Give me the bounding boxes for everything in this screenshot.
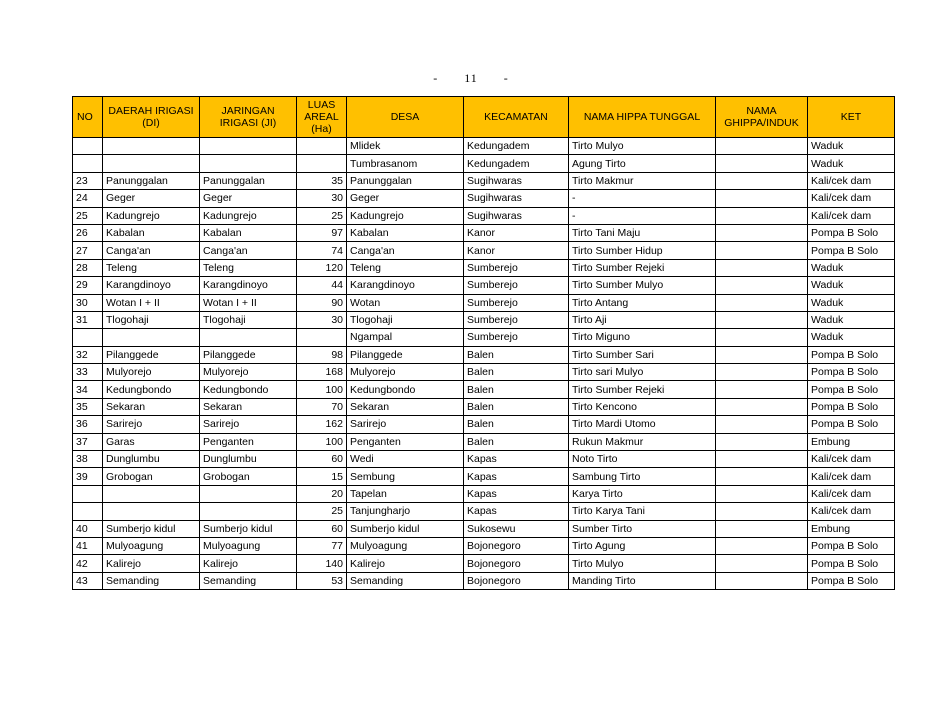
cell-luas-areal: 30 (297, 190, 347, 207)
table-row (73, 381, 895, 398)
cell-luas-areal: 25 (297, 503, 347, 520)
cell-no (73, 329, 103, 346)
cell-ket: Pompa B Solo (808, 364, 895, 381)
cell-no: 28 (73, 259, 103, 276)
cell-no: 41 (73, 537, 103, 554)
cell-ket: Waduk (808, 138, 895, 155)
table-row (73, 468, 895, 485)
table-body (73, 138, 895, 590)
cell-kecamatan: Kanor (464, 242, 569, 259)
cell-ket: Kali/cek dam (808, 207, 895, 224)
cell-ket: Pompa B Solo (808, 398, 895, 415)
cell-desa: Tlogohaji (347, 311, 464, 328)
cell-daerah-irigasi: Kedungbondo (103, 381, 200, 398)
cell-daerah-irigasi: Tlogohaji (103, 311, 200, 328)
cell-jaringan-irigasi: Panunggalan (200, 172, 297, 189)
cell-nama-ghippa-induk (716, 155, 808, 172)
cell-desa: Sembung (347, 468, 464, 485)
cell-luas-areal: 25 (297, 207, 347, 224)
cell-nama-hippa-tunggal: Tirto sari Mulyo (569, 364, 716, 381)
cell-jaringan-irigasi: Kedungbondo (200, 381, 297, 398)
cell-nama-hippa-tunggal: Agung Tirto (569, 155, 716, 172)
cell-desa: Tanjungharjo (347, 503, 464, 520)
cell-nama-hippa-tunggal: Tirto Sumber Hidup (569, 242, 716, 259)
cell-ket: Pompa B Solo (808, 572, 895, 589)
cell-desa: Mulyoagung (347, 537, 464, 554)
cell-daerah-irigasi: Mulyorejo (103, 364, 200, 381)
header-daerah-irigasi: DAERAH IRIGASI (DI) (103, 97, 200, 138)
cell-jaringan-irigasi (200, 155, 297, 172)
cell-daerah-irigasi (103, 155, 200, 172)
cell-daerah-irigasi: Wotan I + II (103, 294, 200, 311)
table-row (73, 172, 895, 189)
cell-no: 35 (73, 398, 103, 415)
cell-nama-ghippa-induk (716, 468, 808, 485)
cell-nama-hippa-tunggal: Karya Tirto (569, 485, 716, 502)
cell-nama-hippa-tunggal: Noto Tirto (569, 451, 716, 468)
cell-no (73, 155, 103, 172)
cell-nama-ghippa-induk (716, 277, 808, 294)
cell-daerah-irigasi: Garas (103, 433, 200, 450)
cell-nama-hippa-tunggal: Tirto Makmur (569, 172, 716, 189)
cell-nama-hippa-tunggal: Tirto Karya Tani (569, 503, 716, 520)
cell-no: 36 (73, 416, 103, 433)
cell-no: 39 (73, 468, 103, 485)
cell-ket: Pompa B Solo (808, 416, 895, 433)
cell-nama-ghippa-induk (716, 207, 808, 224)
cell-kecamatan: Sumberejo (464, 329, 569, 346)
cell-jaringan-irigasi: Canga'an (200, 242, 297, 259)
cell-luas-areal: 35 (297, 172, 347, 189)
header-no: NO (73, 97, 103, 138)
cell-no: 26 (73, 224, 103, 241)
header-nama-ghippa-induk: NAMA GHIPPA/INDUK (716, 97, 808, 138)
cell-ket: Kali/cek dam (808, 451, 895, 468)
table-row (73, 311, 895, 328)
cell-jaringan-irigasi: Penganten (200, 433, 297, 450)
cell-nama-hippa-tunggal: Tirto Sumber Rejeki (569, 381, 716, 398)
table-row (73, 416, 895, 433)
cell-kecamatan: Bojonegoro (464, 537, 569, 554)
cell-kecamatan: Kapas (464, 503, 569, 520)
cell-luas-areal: 77 (297, 537, 347, 554)
cell-desa: Sumberjo kidul (347, 520, 464, 537)
table-row (73, 398, 895, 415)
cell-desa: Semanding (347, 572, 464, 589)
cell-daerah-irigasi: Kabalan (103, 224, 200, 241)
cell-luas-areal (297, 138, 347, 155)
cell-nama-hippa-tunggal: - (569, 207, 716, 224)
cell-jaringan-irigasi: Karangdinoyo (200, 277, 297, 294)
cell-desa: Wedi (347, 451, 464, 468)
cell-ket: Pompa B Solo (808, 537, 895, 554)
cell-nama-hippa-tunggal: Tirto Tani Maju (569, 224, 716, 241)
cell-kecamatan: Sumberejo (464, 277, 569, 294)
cell-jaringan-irigasi: Tlogohaji (200, 311, 297, 328)
table-row (73, 138, 895, 155)
cell-kecamatan: Kedungadem (464, 155, 569, 172)
cell-desa: Canga'an (347, 242, 464, 259)
cell-kecamatan: Sugihwaras (464, 172, 569, 189)
cell-kecamatan: Sumberejo (464, 294, 569, 311)
irrigation-table (72, 96, 895, 590)
cell-daerah-irigasi: Mulyoagung (103, 537, 200, 554)
cell-nama-ghippa-induk (716, 398, 808, 415)
cell-ket: Waduk (808, 259, 895, 276)
cell-luas-areal: 60 (297, 451, 347, 468)
cell-kecamatan: Kanor (464, 224, 569, 241)
cell-nama-hippa-tunggal: Tirto Mulyo (569, 555, 716, 572)
cell-ket: Kali/cek dam (808, 485, 895, 502)
header-desa: DESA (347, 97, 464, 138)
cell-luas-areal: 74 (297, 242, 347, 259)
cell-kecamatan: Sumberejo (464, 259, 569, 276)
cell-no: 32 (73, 346, 103, 363)
cell-nama-ghippa-induk (716, 364, 808, 381)
cell-jaringan-irigasi (200, 138, 297, 155)
cell-kecamatan: Bojonegoro (464, 572, 569, 589)
cell-no: 33 (73, 364, 103, 381)
cell-desa: Mulyorejo (347, 364, 464, 381)
cell-ket: Kali/cek dam (808, 468, 895, 485)
cell-desa: Tumbrasanom (347, 155, 464, 172)
cell-luas-areal: 162 (297, 416, 347, 433)
table-row (73, 451, 895, 468)
table-row (73, 537, 895, 554)
cell-jaringan-irigasi: Wotan I + II (200, 294, 297, 311)
cell-no (73, 138, 103, 155)
cell-nama-ghippa-induk (716, 433, 808, 450)
cell-nama-hippa-tunggal: Tirto Aji (569, 311, 716, 328)
cell-daerah-irigasi: Sarirejo (103, 416, 200, 433)
cell-nama-ghippa-induk (716, 381, 808, 398)
cell-nama-ghippa-induk (716, 485, 808, 502)
cell-daerah-irigasi (103, 138, 200, 155)
cell-daerah-irigasi: Semanding (103, 572, 200, 589)
table-row (73, 259, 895, 276)
cell-jaringan-irigasi: Mulyoagung (200, 537, 297, 554)
cell-nama-ghippa-induk (716, 537, 808, 554)
table-row (73, 190, 895, 207)
cell-desa: Kedungbondo (347, 381, 464, 398)
cell-kecamatan: Balen (464, 416, 569, 433)
cell-jaringan-irigasi: Dunglumbu (200, 451, 297, 468)
cell-desa: Pilanggede (347, 346, 464, 363)
cell-desa: Sekaran (347, 398, 464, 415)
cell-no: 30 (73, 294, 103, 311)
cell-luas-areal: 90 (297, 294, 347, 311)
cell-desa: Kalirejo (347, 555, 464, 572)
cell-desa: Teleng (347, 259, 464, 276)
cell-luas-areal: 100 (297, 381, 347, 398)
cell-jaringan-irigasi: Sumberjo kidul (200, 520, 297, 537)
table-row (73, 277, 895, 294)
cell-luas-areal: 20 (297, 485, 347, 502)
cell-daerah-irigasi (103, 329, 200, 346)
cell-nama-ghippa-induk (716, 224, 808, 241)
cell-jaringan-irigasi: Semanding (200, 572, 297, 589)
cell-jaringan-irigasi: Teleng (200, 259, 297, 276)
header-ket: KET (808, 97, 895, 138)
cell-kecamatan: Kedungadem (464, 138, 569, 155)
cell-nama-hippa-tunggal: - (569, 190, 716, 207)
cell-no: 42 (73, 555, 103, 572)
cell-daerah-irigasi (103, 503, 200, 520)
cell-nama-ghippa-induk (716, 451, 808, 468)
cell-daerah-irigasi: Sekaran (103, 398, 200, 415)
cell-daerah-irigasi: Dunglumbu (103, 451, 200, 468)
cell-daerah-irigasi: Pilanggede (103, 346, 200, 363)
cell-luas-areal: 98 (297, 346, 347, 363)
cell-no: 40 (73, 520, 103, 537)
cell-nama-ghippa-induk (716, 346, 808, 363)
cell-nama-ghippa-induk (716, 311, 808, 328)
cell-ket: Pompa B Solo (808, 381, 895, 398)
cell-desa: Geger (347, 190, 464, 207)
cell-daerah-irigasi: Karangdinoyo (103, 277, 200, 294)
cell-nama-ghippa-induk (716, 572, 808, 589)
cell-jaringan-irigasi: Kalirejo (200, 555, 297, 572)
cell-desa: Panunggalan (347, 172, 464, 189)
cell-luas-areal: 168 (297, 364, 347, 381)
page-number-suffix: - (503, 71, 509, 85)
table-row (73, 346, 895, 363)
header-kecamatan: KECAMATAN (464, 97, 569, 138)
cell-kecamatan: Balen (464, 346, 569, 363)
cell-daerah-irigasi: Teleng (103, 259, 200, 276)
cell-desa: Tapelan (347, 485, 464, 502)
cell-nama-hippa-tunggal: Tirto Sumber Mulyo (569, 277, 716, 294)
cell-nama-hippa-tunggal: Tirto Agung (569, 537, 716, 554)
cell-luas-areal: 100 (297, 433, 347, 450)
cell-ket: Waduk (808, 155, 895, 172)
table-row (73, 207, 895, 224)
cell-kecamatan: Sumberejo (464, 311, 569, 328)
cell-luas-areal: 15 (297, 468, 347, 485)
cell-daerah-irigasi: Canga'an (103, 242, 200, 259)
cell-jaringan-irigasi: Kabalan (200, 224, 297, 241)
cell-desa: Kadungrejo (347, 207, 464, 224)
cell-jaringan-irigasi: Grobogan (200, 468, 297, 485)
cell-nama-ghippa-induk (716, 190, 808, 207)
cell-no: 37 (73, 433, 103, 450)
cell-nama-ghippa-induk (716, 172, 808, 189)
cell-ket: Waduk (808, 277, 895, 294)
cell-nama-ghippa-induk (716, 416, 808, 433)
cell-nama-hippa-tunggal: Tirto Sumber Sari (569, 346, 716, 363)
cell-no: 34 (73, 381, 103, 398)
cell-ket: Kali/cek dam (808, 190, 895, 207)
cell-daerah-irigasi (103, 485, 200, 502)
cell-no: 43 (73, 572, 103, 589)
cell-kecamatan: Kapas (464, 485, 569, 502)
cell-daerah-irigasi: Kadungrejo (103, 207, 200, 224)
cell-nama-ghippa-induk (716, 503, 808, 520)
cell-jaringan-irigasi: Sekaran (200, 398, 297, 415)
table-row (73, 555, 895, 572)
cell-ket: Embung (808, 433, 895, 450)
cell-no (73, 485, 103, 502)
page-number-prefix: - (433, 71, 439, 85)
cell-no: 38 (73, 451, 103, 468)
table-row (73, 503, 895, 520)
cell-kecamatan: Kapas (464, 451, 569, 468)
cell-nama-ghippa-induk (716, 329, 808, 346)
cell-nama-ghippa-induk (716, 259, 808, 276)
cell-kecamatan: Balen (464, 381, 569, 398)
cell-nama-ghippa-induk (716, 520, 808, 537)
cell-desa: Wotan (347, 294, 464, 311)
page-number (0, 71, 942, 86)
cell-daerah-irigasi: Kalirejo (103, 555, 200, 572)
cell-desa: Karangdinoyo (347, 277, 464, 294)
cell-ket: Embung (808, 520, 895, 537)
table-row (73, 294, 895, 311)
cell-nama-hippa-tunggal: Tirto Miguno (569, 329, 716, 346)
header-nama-hippa-tunggal: NAMA HIPPA TUNGGAL (569, 97, 716, 138)
cell-ket: Pompa B Solo (808, 346, 895, 363)
cell-luas-areal: 53 (297, 572, 347, 589)
table-header-row (73, 97, 895, 138)
table-row (73, 224, 895, 241)
cell-nama-hippa-tunggal: Tirto Antang (569, 294, 716, 311)
cell-ket: Pompa B Solo (808, 224, 895, 241)
cell-luas-areal: 70 (297, 398, 347, 415)
cell-luas-areal: 30 (297, 311, 347, 328)
cell-luas-areal: 60 (297, 520, 347, 537)
cell-jaringan-irigasi: Sarirejo (200, 416, 297, 433)
cell-nama-hippa-tunggal: Tirto Sumber Rejeki (569, 259, 716, 276)
cell-nama-hippa-tunggal: Tirto Kencono (569, 398, 716, 415)
cell-no (73, 503, 103, 520)
cell-jaringan-irigasi: Mulyorejo (200, 364, 297, 381)
table-row (73, 364, 895, 381)
cell-kecamatan: Balen (464, 398, 569, 415)
cell-luas-areal (297, 329, 347, 346)
cell-jaringan-irigasi: Geger (200, 190, 297, 207)
page-number-value: 11 (464, 71, 478, 85)
cell-kecamatan: Balen (464, 433, 569, 450)
cell-nama-hippa-tunggal: Tirto Mulyo (569, 138, 716, 155)
cell-kecamatan: Bojonegoro (464, 555, 569, 572)
cell-no: 24 (73, 190, 103, 207)
cell-ket: Pompa B Solo (808, 555, 895, 572)
table-row (73, 433, 895, 450)
cell-nama-hippa-tunggal: Sambung Tirto (569, 468, 716, 485)
cell-nama-hippa-tunggal: Sumber Tirto (569, 520, 716, 537)
header-jaringan-irigasi: JARINGAN IRIGASI (JI) (200, 97, 297, 138)
table-row (73, 485, 895, 502)
cell-no: 25 (73, 207, 103, 224)
cell-kecamatan: Sukosewu (464, 520, 569, 537)
cell-nama-hippa-tunggal: Tirto Mardi Utomo (569, 416, 716, 433)
table-row (73, 155, 895, 172)
table-row (73, 329, 895, 346)
cell-desa: Mlidek (347, 138, 464, 155)
cell-desa: Penganten (347, 433, 464, 450)
cell-kecamatan: Kapas (464, 468, 569, 485)
cell-kecamatan: Sugihwaras (464, 190, 569, 207)
cell-nama-ghippa-induk (716, 138, 808, 155)
cell-no: 31 (73, 311, 103, 328)
cell-desa: Kabalan (347, 224, 464, 241)
cell-luas-areal: 44 (297, 277, 347, 294)
cell-ket: Waduk (808, 311, 895, 328)
cell-nama-ghippa-induk (716, 242, 808, 259)
cell-jaringan-irigasi: Kadungrejo (200, 207, 297, 224)
cell-no: 23 (73, 172, 103, 189)
cell-ket: Waduk (808, 294, 895, 311)
cell-nama-hippa-tunggal: Rukun Makmur (569, 433, 716, 450)
cell-ket: Kali/cek dam (808, 503, 895, 520)
cell-nama-ghippa-induk (716, 555, 808, 572)
cell-kecamatan: Balen (464, 364, 569, 381)
cell-luas-areal: 120 (297, 259, 347, 276)
cell-desa: Ngampal (347, 329, 464, 346)
header-luas-areal: LUAS AREAL (Ha) (297, 97, 347, 138)
cell-daerah-irigasi: Geger (103, 190, 200, 207)
cell-daerah-irigasi: Sumberjo kidul (103, 520, 200, 537)
cell-luas-areal (297, 155, 347, 172)
cell-nama-hippa-tunggal: Manding Tirto (569, 572, 716, 589)
cell-luas-areal: 97 (297, 224, 347, 241)
cell-daerah-irigasi: Grobogan (103, 468, 200, 485)
cell-nama-ghippa-induk (716, 294, 808, 311)
table-row (73, 572, 895, 589)
cell-daerah-irigasi: Panunggalan (103, 172, 200, 189)
cell-ket: Pompa B Solo (808, 242, 895, 259)
cell-luas-areal: 140 (297, 555, 347, 572)
cell-desa: Sarirejo (347, 416, 464, 433)
cell-jaringan-irigasi (200, 329, 297, 346)
cell-jaringan-irigasi: Pilanggede (200, 346, 297, 363)
cell-kecamatan: Sugihwaras (464, 207, 569, 224)
cell-ket: Waduk (808, 329, 895, 346)
cell-jaringan-irigasi (200, 485, 297, 502)
cell-ket: Kali/cek dam (808, 172, 895, 189)
cell-no: 29 (73, 277, 103, 294)
table-row (73, 520, 895, 537)
cell-jaringan-irigasi (200, 503, 297, 520)
cell-no: 27 (73, 242, 103, 259)
table-row (73, 242, 895, 259)
